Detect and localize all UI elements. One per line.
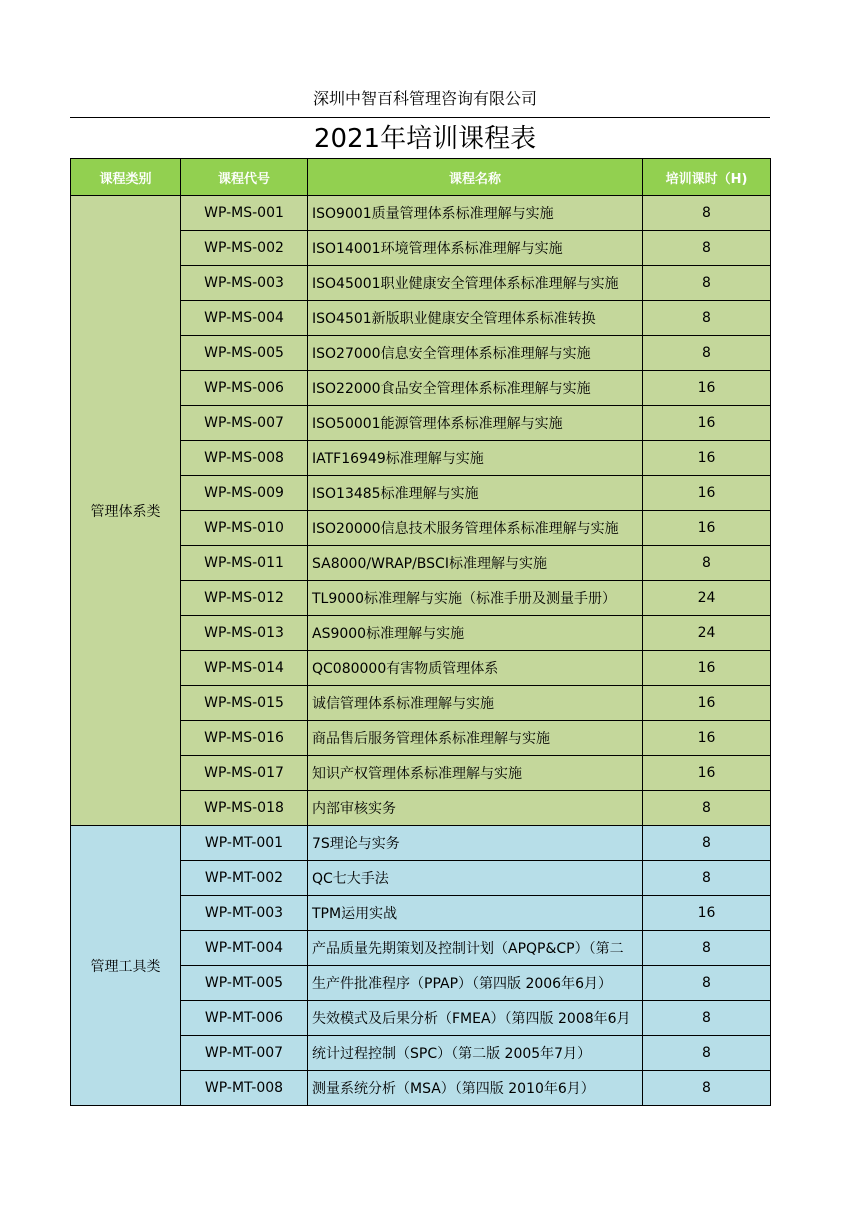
course-hours-cell: 8 (643, 196, 771, 231)
course-name-cell: TL9000标准理解与实施（标准手册及测量手册） (308, 581, 643, 616)
course-hours-cell: 8 (643, 966, 771, 1001)
course-name-cell: ISO4501新版职业健康安全管理体系标准转换 (308, 301, 643, 336)
header-divider (70, 117, 770, 118)
course-hours-cell: 16 (643, 441, 771, 476)
course-hours-cell: 8 (643, 1001, 771, 1036)
course-code-cell: WP-MT-003 (181, 896, 308, 931)
column-header-name: 课程名称 (308, 159, 643, 196)
course-name-cell: 失效模式及后果分析（FMEA）（第四版 2008年6月 (308, 1001, 643, 1036)
course-code-cell: WP-MT-007 (181, 1036, 308, 1071)
course-hours-cell: 8 (643, 546, 771, 581)
course-code-cell: WP-MS-015 (181, 686, 308, 721)
course-hours-cell: 16 (643, 686, 771, 721)
course-name-cell: AS9000标准理解与实施 (308, 616, 643, 651)
course-table (70, 158, 771, 1106)
course-code-cell: WP-MS-004 (181, 301, 308, 336)
course-code-cell: WP-MT-005 (181, 966, 308, 1001)
course-code-cell: WP-MT-002 (181, 861, 308, 896)
course-hours-cell: 8 (643, 826, 771, 861)
course-name-cell: ISO50001能源管理体系标准理解与实施 (308, 406, 643, 441)
column-header-code: 课程代号 (181, 159, 308, 196)
course-name-cell: 7S理论与实务 (308, 826, 643, 861)
course-hours-cell: 16 (643, 476, 771, 511)
course-code-cell: WP-MS-012 (181, 581, 308, 616)
course-hours-cell: 16 (643, 406, 771, 441)
course-code-cell: WP-MT-006 (181, 1001, 308, 1036)
course-name-cell: 内部审核实务 (308, 791, 643, 826)
category-cell: 管理体系类 (71, 196, 181, 826)
course-name-cell: ISO20000信息技术服务管理体系标准理解与实施 (308, 511, 643, 546)
course-hours-cell: 8 (643, 861, 771, 896)
course-code-cell: WP-MS-017 (181, 756, 308, 791)
course-code-cell: WP-MS-008 (181, 441, 308, 476)
table-row (71, 196, 771, 231)
course-code-cell: WP-MS-001 (181, 196, 308, 231)
column-header-hours: 培训课时（H) (643, 159, 771, 196)
course-code-cell: WP-MT-008 (181, 1071, 308, 1106)
course-code-cell: WP-MS-009 (181, 476, 308, 511)
course-hours-cell: 16 (643, 511, 771, 546)
course-code-cell: WP-MS-016 (181, 721, 308, 756)
table-header-row (71, 159, 771, 196)
course-name-cell: ISO14001环境管理体系标准理解与实施 (308, 231, 643, 266)
course-name-cell: ISO27000信息安全管理体系标准理解与实施 (308, 336, 643, 371)
course-hours-cell: 8 (643, 791, 771, 826)
course-name-cell: ISO22000食品安全管理体系标准理解与实施 (308, 371, 643, 406)
table-body (71, 196, 771, 1106)
course-code-cell: WP-MS-005 (181, 336, 308, 371)
course-code-cell: WP-MS-002 (181, 231, 308, 266)
course-name-cell: TPM运用实战 (308, 896, 643, 931)
table-row (71, 826, 771, 861)
course-hours-cell: 16 (643, 651, 771, 686)
course-hours-cell: 8 (643, 1036, 771, 1071)
course-hours-cell: 16 (643, 756, 771, 791)
course-hours-cell: 16 (643, 371, 771, 406)
course-hours-cell: 16 (643, 896, 771, 931)
course-name-cell: 生产件批准程序（PPAP）（第四版 2006年6月） (308, 966, 643, 1001)
course-name-cell: 商品售后服务管理体系标准理解与实施 (308, 721, 643, 756)
course-name-cell: 诚信管理体系标准理解与实施 (308, 686, 643, 721)
course-hours-cell: 8 (643, 1071, 771, 1106)
course-hours-cell: 24 (643, 581, 771, 616)
course-name-cell: QC七大手法 (308, 861, 643, 896)
column-header-category: 课程类别 (71, 159, 181, 196)
course-name-cell: ISO13485标准理解与实施 (308, 476, 643, 511)
course-hours-cell: 8 (643, 231, 771, 266)
course-code-cell: WP-MS-003 (181, 266, 308, 301)
course-name-cell: 知识产权管理体系标准理解与实施 (308, 756, 643, 791)
course-code-cell: WP-MS-006 (181, 371, 308, 406)
course-name-cell: 统计过程控制（SPC）（第二版 2005年7月） (308, 1036, 643, 1071)
course-name-cell: 测量系统分析（MSA）（第四版 2010年6月） (308, 1071, 643, 1106)
course-hours-cell: 8 (643, 266, 771, 301)
course-name-cell: 产品质量先期策划及控制计划（APQP&CP）（第二 (308, 931, 643, 966)
page-title: 2021年培训课程表 (313, 124, 537, 154)
course-name-cell: ISO9001质量管理体系标准理解与实施 (308, 196, 643, 231)
course-code-cell: WP-MS-010 (181, 511, 308, 546)
course-code-cell: WP-MT-004 (181, 931, 308, 966)
course-hours-cell: 16 (643, 721, 771, 756)
course-code-cell: WP-MS-014 (181, 651, 308, 686)
course-code-cell: WP-MS-007 (181, 406, 308, 441)
course-name-cell: SA8000/WRAP/BSCI标准理解与实施 (308, 546, 643, 581)
course-code-cell: WP-MT-001 (181, 826, 308, 861)
category-cell: 管理工具类 (71, 826, 181, 1106)
company-name: 深圳中智百科管理咨询有限公司 (312, 89, 537, 108)
course-hours-cell: 24 (643, 616, 771, 651)
course-name-cell: IATF16949标准理解与实施 (308, 441, 643, 476)
course-hours-cell: 8 (643, 931, 771, 966)
course-code-cell: WP-MS-018 (181, 791, 308, 826)
course-code-cell: WP-MS-013 (181, 616, 308, 651)
course-code-cell: WP-MS-011 (181, 546, 308, 581)
course-hours-cell: 8 (643, 336, 771, 371)
course-name-cell: QC080000有害物质管理体系 (308, 651, 643, 686)
course-name-cell: ISO45001职业健康安全管理体系标准理解与实施 (308, 266, 643, 301)
course-hours-cell: 8 (643, 301, 771, 336)
